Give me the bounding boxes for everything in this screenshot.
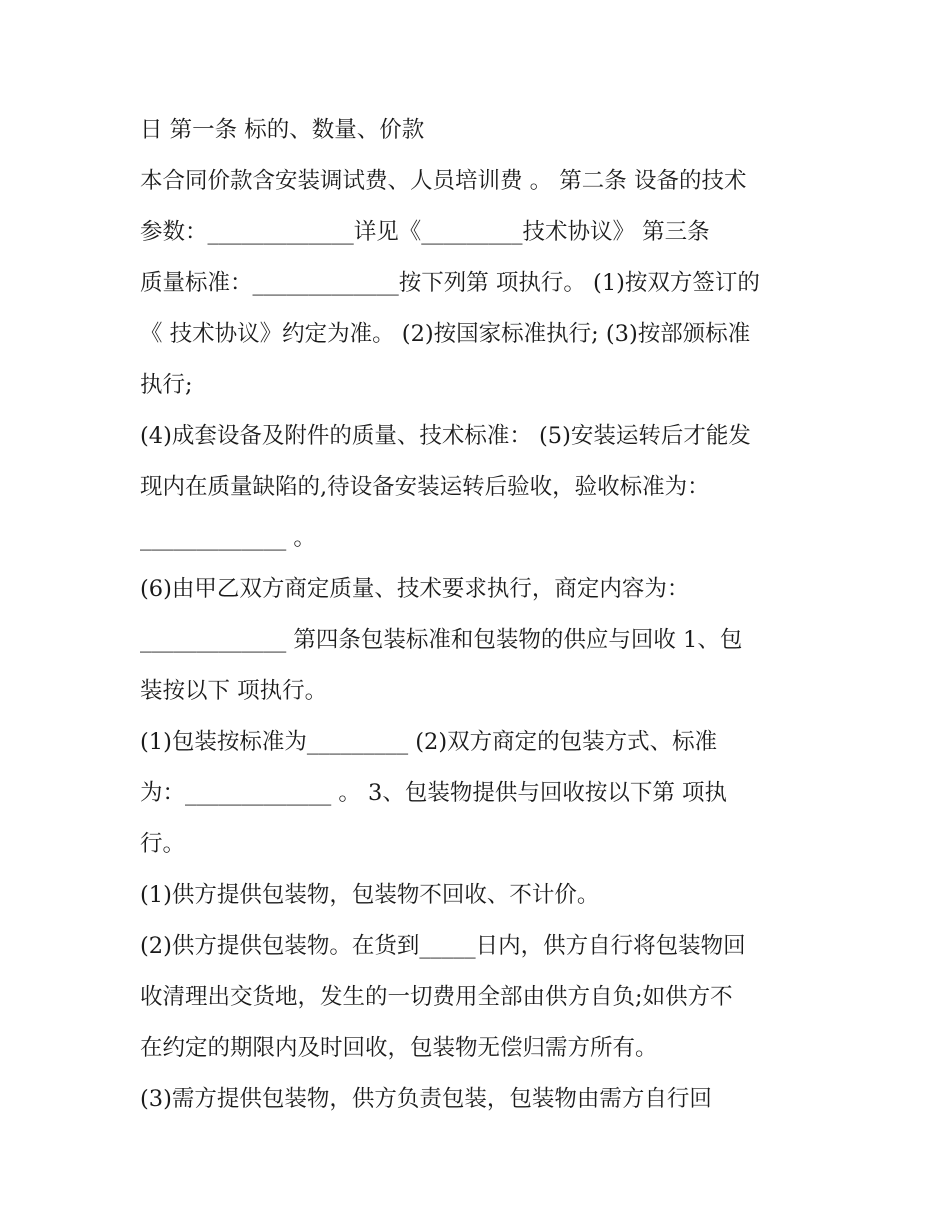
- text-line: (3)需方提供包装物，供方负责包装，包装物由需方自行回: [140, 1086, 712, 1112]
- text-line: (2)供方提供包装物。在货到_____日内，供方自行将包装物回: [140, 933, 746, 959]
- text-line: 行。: [140, 831, 186, 857]
- text-line: 参数：_____________详见《_________技术协议》 第三条: [140, 219, 710, 245]
- text-line: 日 第一条 标的、数量、价款: [140, 117, 425, 143]
- text-line: 装按以下 项执行。: [140, 678, 328, 704]
- text-line: 质量标准：_____________按下列第 项执行。 (1)按双方签订的: [140, 270, 760, 296]
- text-line: 《 技术协议》约定为准。 (2)按国家标准执行; (3)按部颁标准: [140, 321, 751, 347]
- text-line: 为：_____________ 。 3、包装物提供与回收按以下第 项执: [140, 780, 728, 806]
- text-line: (1)供方提供包装物，包装物不回收、不计价。: [140, 882, 600, 908]
- text-line: (6)由甲乙双方商定质量、技术要求执行，商定内容为：: [140, 576, 690, 602]
- text-line: _____________ 第四条包装标准和包装物的供应与回收 1、包: [140, 627, 743, 653]
- text-line: 收清理出交货地，发生的一切费用全部由供方自负;如供方不: [140, 984, 733, 1010]
- text-line: (4)成套设备及附件的质量、技术标准： (5)安装运转后才能发: [140, 423, 751, 449]
- text-line: 执行;: [140, 372, 193, 398]
- text-line: 在约定的期限内及时回收，包装物无偿归需方所有。: [140, 1035, 658, 1061]
- text-line: 本合同价款含安装调试费、人员培训费 。 第二条 设备的技术: [140, 168, 747, 194]
- text-line: (1)包装按标准为_________ (2)双方商定的包装方式、标准: [140, 729, 718, 755]
- contract-text-body: [140, 105, 830, 1125]
- text-line: _____________ 。: [140, 525, 316, 551]
- text-line: 现内在质量缺陷的,待设备安装运转后验收，验收标准为：: [140, 474, 710, 500]
